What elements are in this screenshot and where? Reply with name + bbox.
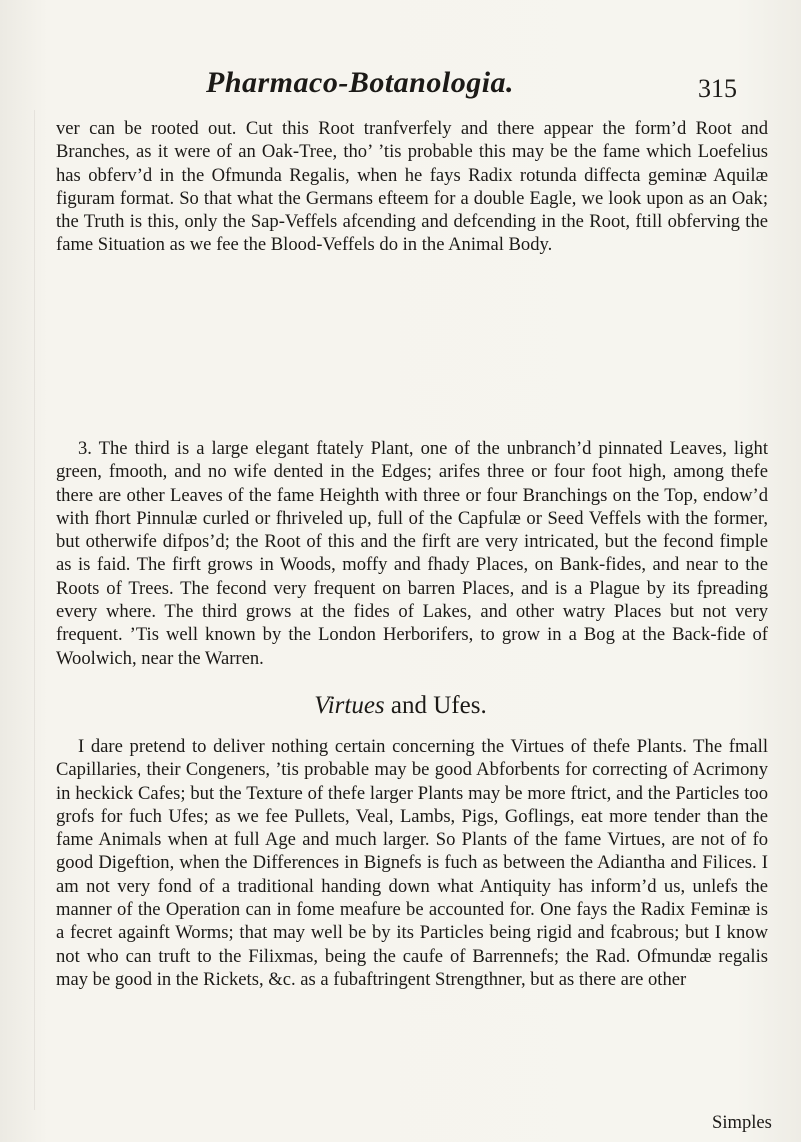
paragraph-continued: [56, 117, 768, 257]
page-gutter-shadow: [34, 110, 35, 1110]
paragraph-third-plant: [56, 437, 768, 670]
paragraph-1-text: ver can be rooted out. Cut this Root tranfverfely and there appear the form’d Root and Branches, as it were of an Oak-Tree, tho’ ’tis probable this may be the fame which Loefelius has obferv’d in the Ofmunda Regalis, when he fays Radix rotunda diffecta geminæ Aquilæ figuram format. So that what the Germans efteem for a double Eagle, we look upon as an Oak; the Truth is this, only the Sap-Veffels afcending and defcending in the Root, ftill obferving the fame Situation as we fee the Blood-Veffels do in the Animal Body.: [56, 118, 768, 256]
section-heading-italic: Virtues: [314, 692, 385, 719]
page-number: 315: [698, 74, 737, 103]
catchword: Simples: [712, 1112, 772, 1133]
running-head: Pharmaco-Botanologia.: [206, 66, 515, 99]
page-header: [0, 66, 801, 110]
paragraph-virtues: [56, 735, 768, 991]
paragraph-2-text: 3. The third is a large elegant ftately Plant, one of the unbranch’d pinnated Leaves, light green, fmooth, and no wife dented in the Edges; arifes three or four foot high, among thefe there are other Leaves of the fame Heighth with three or four Branchings on the Top, endow’d with fhort Pinnulæ curled or fhriveled up, full of the Capfulæ or Seed Veffels with the former, but otherwife difpos’d; the Root of this and the firft are very intricated, but the fecond fimple as is faid. The firft grows in Woods, moffy and fhady Places, on Bank-fides, and near to the Roots of Trees. The fecond very frequent on barren Places, and is a Plague by its fpreading every where. The third grows at the fides of Lakes, and other watry Places but not very frequent. ’Tis well known by the London Herborifers, to grow in a Bog at the Back-fide of Woolwich, near the Warren.: [56, 438, 768, 669]
section-heading: [0, 692, 801, 720]
paragraph-3-text: I dare pretend to deliver nothing certain concerning the Virtues of thefe Plants. The fmall Capillaries, their Congeners, ’tis probable may be good Abforbents for correcting of Acrimony in heckick Cafes; but the Texture of thefe larger Plants may be more ftrict, and the Particles too grofs for fuch Ufes; as we fee Pullets, Veal, Lambs, Pigs, Goflings, eat more tender than the fame Animals when at full Age and much larger. So Plants of the fame Virtues, are not of fo good Digeftion, when the Differences in Bignefs is fuch as between the Adiantha and Filices. I am not very fond of a traditional handing down what Antiquity has inform’d us, unlefs the manner of the Operation can in fome meafure be accounted for. One fays the Radix Feminæ is a fecret againft Worms; that may well be by its Particles being rigid and fcabrous; but I know not who can truft to the Filixmas, being the caufe of Barrennefs; the Rad. Ofmundæ regalis may be good in the Rickets, &c. as a fubaftringent Strengthner, but as there are other: [56, 736, 768, 990]
section-heading-rest: and Ufes.: [384, 692, 487, 719]
